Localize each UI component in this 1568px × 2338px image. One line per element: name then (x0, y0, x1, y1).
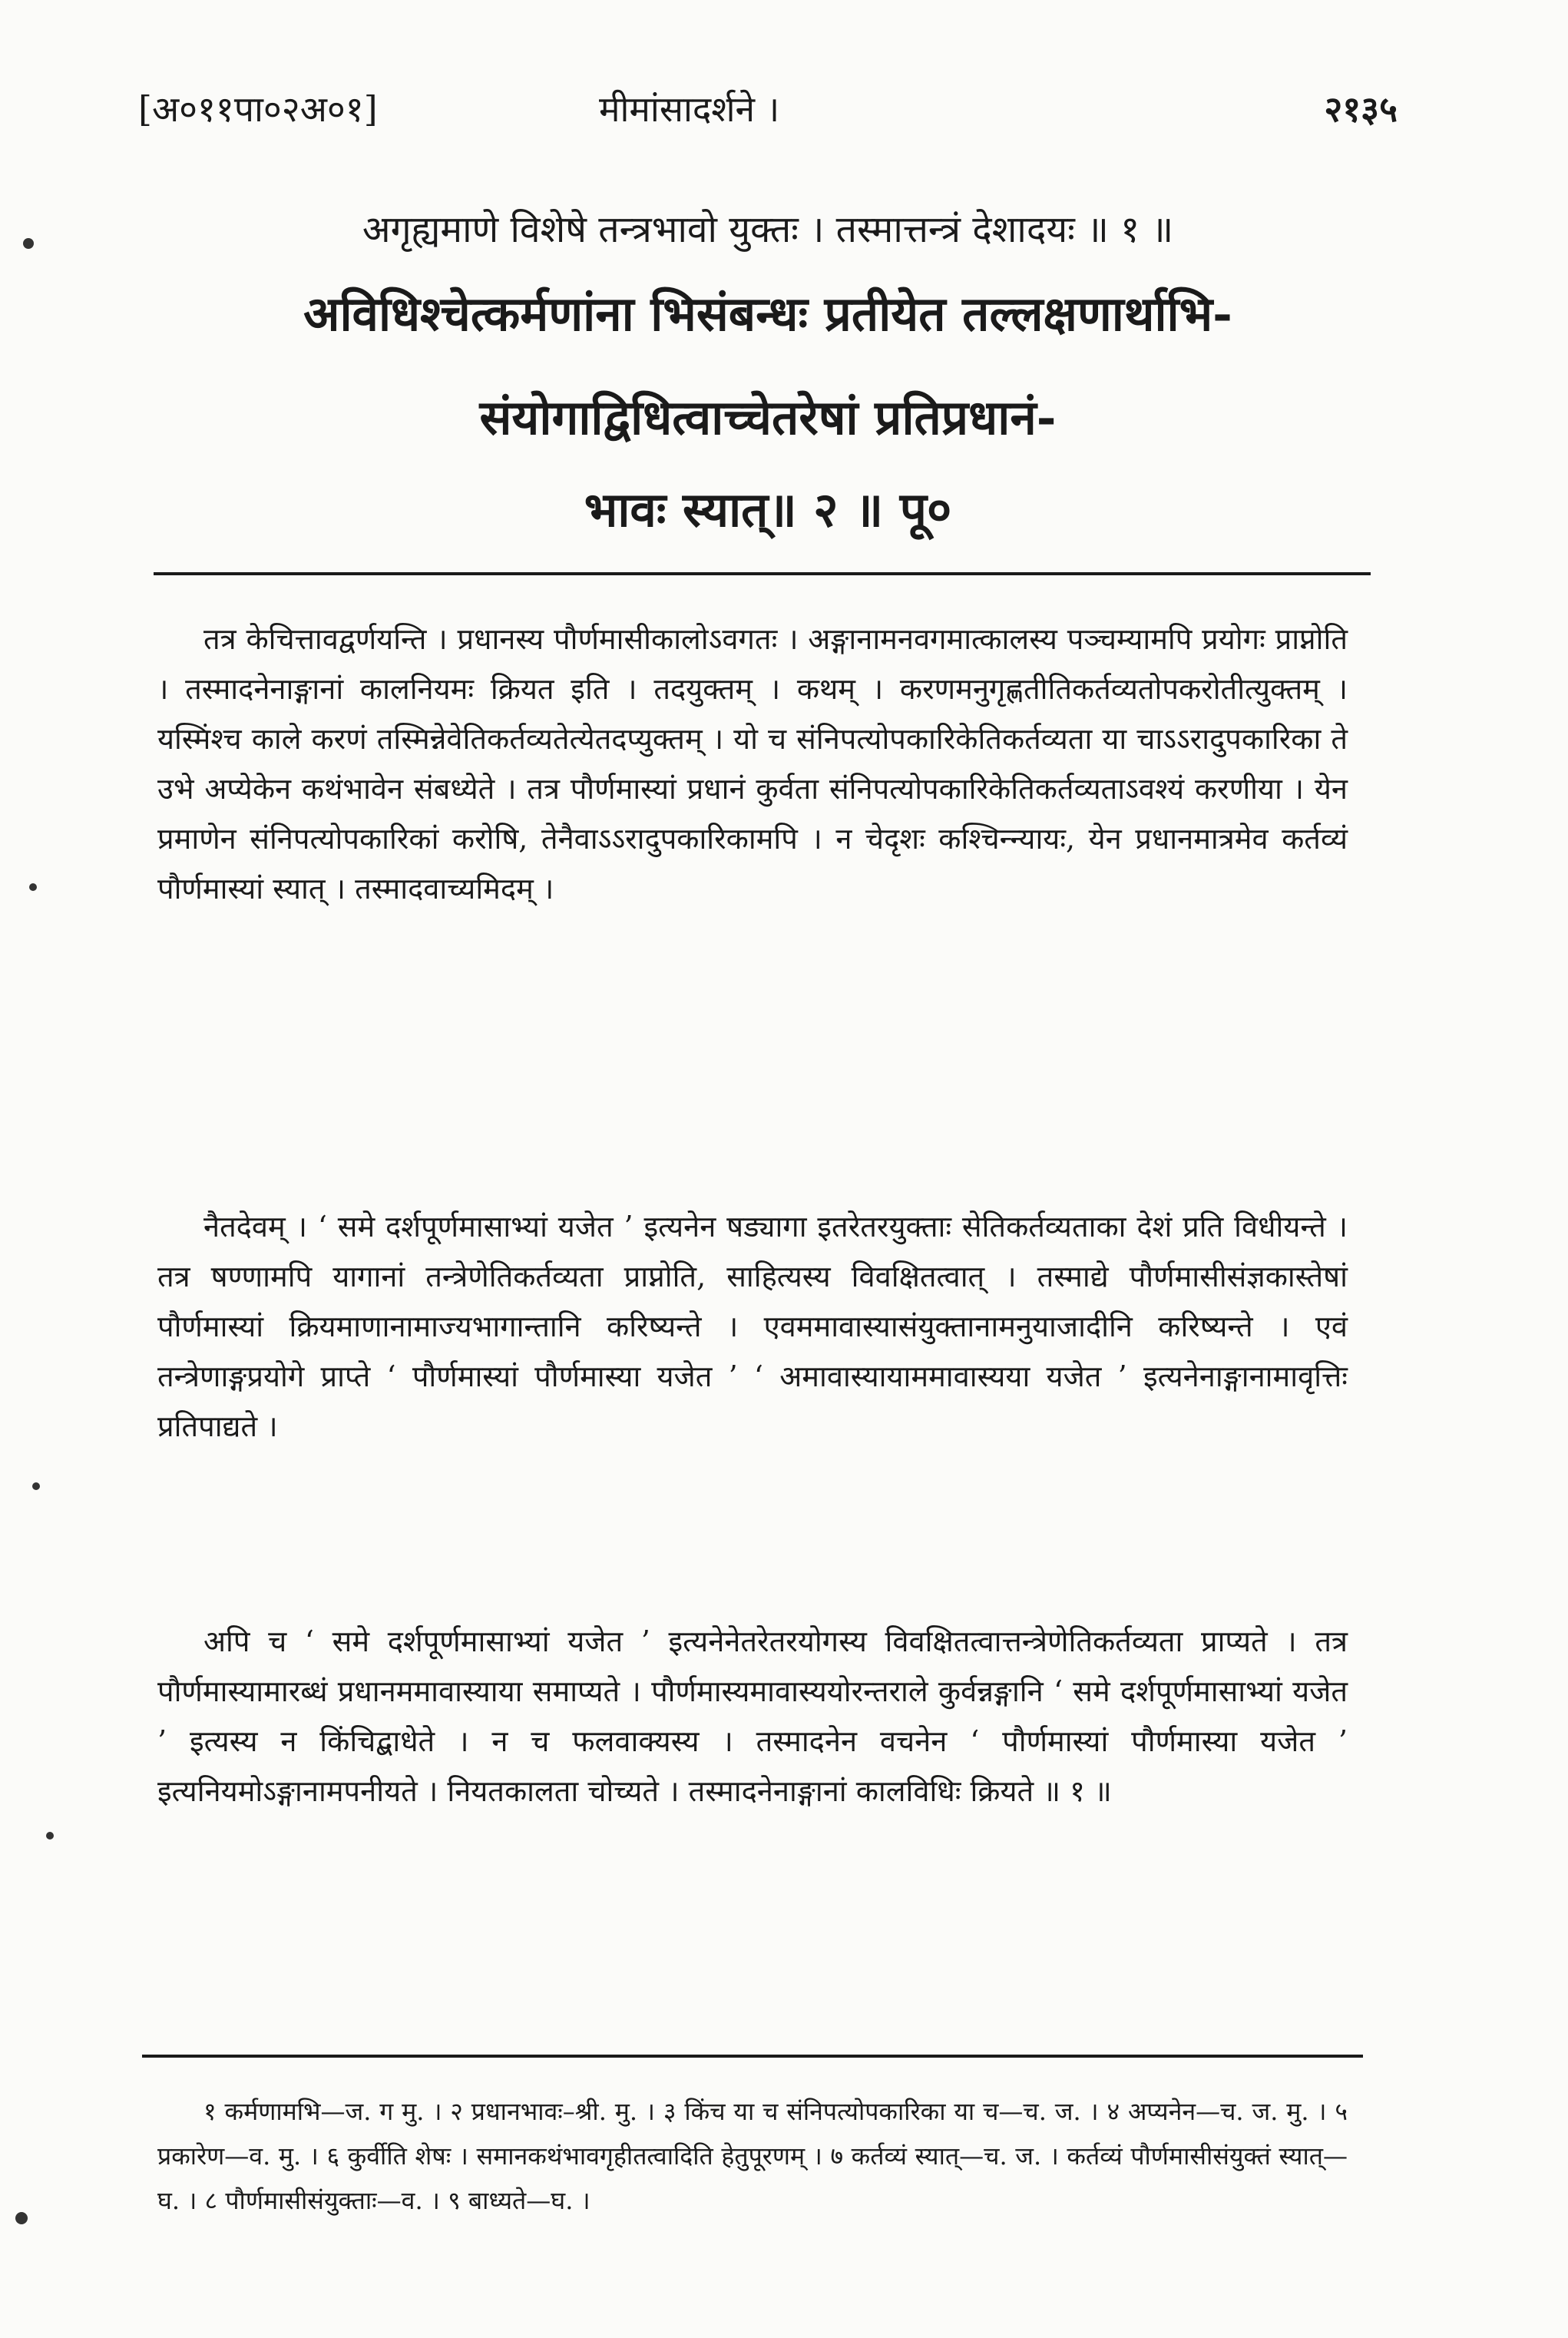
paragraph-text: अपि च ‘ समे दर्शपूर्णमासाभ्यां यजेत ’ इत्यनेनेतरेतरयोगस्य विवक्षितत्वात्तन्त्रेणेतिकर्तव्यता प्राप्यते । तत्र पौर्णमास्यामारब्धं प्रधानममावास्याया समाप्यते । पौर्णमास्यमावास्ययोरन्तराले कुर्वन्नङ्गानि ‘ समे दर्शपूर्णमासाभ्यां यजेत ’ इत्यस्य न किंचिद्बाधेते । न च फलवाक्यस्य । तस्मादनेन वचनेन ‘ पौर्णमास्यां पौर्णमास्या यजेत ’ इत्यनियमोऽङ्गानामपनीयते । नियतकालता चोच्यते । तस्मादनेनाङ्गानां कालविधिः क्रियते ॥ १ ॥ (157, 1624, 1348, 1808)
commentary-paragraph-3 (157, 1617, 1348, 1816)
sutra-line-3: भावः स्यात्॥ २ ॥ पू० (584, 482, 952, 538)
paragraph-text: तत्र केचित्तावद्वर्णयन्ति । प्रधानस्य पौर्णमासीकालोऽवगतः । अङ्गानामनवगमात्कालस्य पञ्चम्यामपि प्रयोगः प्राप्नोति । तस्मादनेनाङ्गानां कालनियमः क्रियत इति । तदयुक्तम् । कथम् । करणमनुगृह्णतीतिकर्तव्यतोपकरोतीत्युक्तम् । यस्मिंश्च काले करणं तस्मिन्नेवेतिकर्तव्यतेत्येतदप्युक्तम् । यो च संनिपत्योपकारिकेतिकर्तव्यता या चाऽऽरादुपकारिका ते उभे अप्येकेन कथंभावेन संबध्येते । तत्र पौर्णमास्यां प्रधानं कुर्वता संनिपत्योपकारिकेतिकर्तव्यताऽवश्यं करणीया । येन प्रमाणेन संनिपत्योपकारिकां करोषि, तेनैवाऽऽरादुपकारिकामपि । न चेदृशः कश्चिन्न्यायः, येन प्रधानमात्रमेव कर्तव्यं पौर्णमास्यां स्यात् । तस्मादवाच्यमिदम् । (157, 622, 1348, 906)
scan-speck (29, 883, 37, 891)
scan-speck (32, 1482, 40, 1490)
running-title: मीमांसादर्शने । (599, 88, 780, 130)
scan-speck (46, 1832, 54, 1840)
sutra-line-1: अविधिश्चेत्कर्मणांना भिसंबन्धः प्रतीयेत तल्लक्षणार्थाभि- (303, 286, 1232, 342)
footnote-text: १ कर्मणामभि—ज. ग मु. । २ प्रधानभावः–श्री. मु. । ३ किंच या च संनिपत्योपकारिका या च—च. ज. । ४ अप्यनेन—च. ज. मु. । ५ प्रकारेण—व. मु. । ६ कुर्वीति शेषः । समानकथंभावगृहीतत्वादिति हेतुपूरणम् । ७ कर्तव्यं स्यात्—च. ज. । कर्तव्यं पौर्णमासीसंयुक्तं स्यात्—घ. । ८ पौर्णमासीसंयुक्ताः—व. । ९ बाध्यते—घ. । (157, 2097, 1348, 2215)
sutra-line-2: संयोगाद्विधित्वाच्चेतरेषां प्रतिप्रधानं- (479, 389, 1057, 445)
paragraph-text: नैतदेवम् । ‘ समे दर्शपूर्णमासाभ्यां यजेत ’ इत्यनेन षड्यागा इतरेतरयुक्ताः सेतिकर्तव्यताका देशं प्रति विधीयन्ते । तत्र षण्णामपि यागानां तन्त्रेणेतिकर्तव्यता प्राप्नोति, साहित्यस्य विवक्षितत्वात् । तस्माद्ये पौर्णमासीसंज्ञकास्तेषां पौर्णमास्यां क्रियमाणानामाज्यभागान्तानि करिष्यन्ते । एवममावास्यासंयुक्तानामनुयाजादीनि करिष्यन्ते । एवं तन्त्रेणाङ्गप्रयोगे प्राप्ते ‘ पौर्णमास्यां पौर्णमास्या यजेत ’ ‘ अमावास्यायाममावास्यया यजेत ’ इत्यनेनाङ्गानामावृत्तिः प्रतिपाद्यते । (157, 1210, 1348, 1443)
running-head (138, 84, 1398, 154)
commentary-paragraph-2 (157, 1202, 1348, 1452)
page-number: २१३५ (1324, 88, 1398, 130)
section-reference: [अ०११पा०२अ०१] (138, 88, 378, 130)
scan-speck (15, 2212, 28, 2224)
footnotes (157, 2089, 1348, 2223)
scan-speck (23, 238, 34, 249)
divider-top (154, 572, 1371, 575)
divider-footnotes (142, 2055, 1363, 2058)
verse-line: अगृह्यमाणे विशेषे तन्त्रभावो युक्तः । तस्मात्तन्त्रं देशादयः ॥ १ ॥ (362, 208, 1174, 251)
commentary-paragraph-1 (157, 614, 1348, 914)
